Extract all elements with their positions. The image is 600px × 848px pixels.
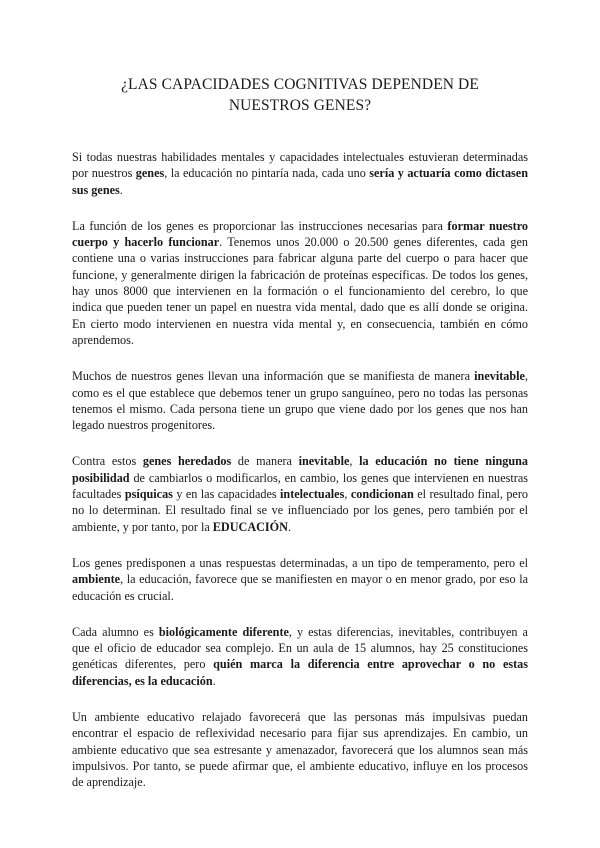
text-run: , como es el que establece que debemos tener un grupo sanguíneo, pero no todas las personas tenemos el mismo. Cada persona tiene un grupo que viene dado por los genes que nos han legado nuestros progenitores.	[72, 369, 528, 433]
text-run: , la educación no pintaría nada, cada uno	[164, 166, 370, 181]
text-run: La función de los genes es proporcionar las instrucciones necesarias para	[72, 218, 448, 233]
bold-text-run: formar nuestro cuerpo y hacerlo funcionar	[72, 218, 529, 250]
text-run: Los genes predisponen a unas respuestas determinadas, a un tipo de temperamento, pero el	[72, 555, 528, 570]
bold-text-run: quién marca la diferencia entre aprovechar o no estas diferencias, es la educación	[72, 657, 529, 688]
text-run: Si todas nuestras habilidades mentales y capacidades intelectuales estuvieran determinadas por nuestros	[72, 150, 528, 181]
bold-text-run: genes	[135, 166, 165, 181]
paragraph	[72, 555, 528, 604]
bold-text-run: condicionan	[350, 487, 414, 502]
paragraph	[72, 453, 528, 534]
text-run: Contra estos	[72, 454, 143, 469]
bold-text-run: genes heredados	[142, 454, 232, 469]
bold-text-run: inevitable	[298, 454, 350, 469]
bold-text-run: intelectuales	[280, 487, 345, 502]
text-run: .	[287, 519, 292, 534]
document-body	[72, 149, 528, 791]
text-run: Muchos de nuestros genes llevan una información que se manifiesta de manera	[72, 369, 475, 384]
paragraph	[72, 709, 528, 790]
paragraph	[72, 624, 528, 689]
bold-text-run: psíquicas	[124, 487, 173, 502]
text-run: .	[119, 182, 123, 197]
text-run: de manera	[231, 454, 299, 469]
title-line-2: NUESTROS GENES?	[228, 97, 372, 114]
paragraph	[72, 368, 528, 433]
bold-text-run: sería y actuaría como dictasen sus genes	[72, 166, 528, 197]
bold-text-run: biológicamente diferente	[158, 624, 289, 639]
text-run: ,	[344, 487, 351, 502]
text-run: el resultado final, pero no lo determinan. El resultado final se ve influenciado por los genes, pero también por el ambiente, y por tanto, por la	[72, 487, 528, 534]
document-title	[72, 74, 528, 116]
document-page	[72, 74, 528, 811]
text-run: de cambiarlos o modificarlos, en cambio, los genes que intervienen en nuestras facultades	[72, 470, 528, 502]
bold-text-run: ambiente	[72, 572, 121, 587]
text-run: , la educación, favorece que se manifiesten en mayor o en menor grado, por eso la educación es crucial.	[72, 572, 528, 603]
bold-text-run: la educación no tiene ninguna posibilidad	[72, 454, 528, 485]
paragraph	[72, 149, 528, 198]
bold-text-run: inevitable	[474, 369, 525, 384]
text-run: ,	[349, 454, 360, 469]
text-run: Cada alumno es	[72, 624, 159, 639]
text-run: Un ambiente educativo relajado favorecerá que las personas más impulsivas puedan encontrar el espacio de reflexividad necesario para fijar sus aprendizajes. En cambio, un ambiente educativo que sea estresante y amenazador, favorecerá que los alumnos sean más impulsivos. Por tanto, se puede afirmar que, el ambiente educativo, influye en los procesos de aprendizaje.	[72, 710, 528, 790]
bold-text-run: EDUCACIÓN	[212, 519, 288, 534]
text-run: , y estas diferencias, inevitables, contribuyen a que el oficio de educador sea complejo. En un aula de 15 alumnos, hay 25 constituciones genéticas diferentes, pero	[72, 624, 528, 672]
text-run: . Tenemos unos 20.000 o 20.500 genes diferentes, cada gen contiene una o varias instrucciones para fabricar alguna parte del cuerpo o para hacer que funcione, y generalmente dirigen la fabricación de proteínas específicas. De todos los genes, hay unos 8000 que intervienen en la formación o el funcionamiento del cerebro, lo que indica que pueden tener un papel en nuestra vida mental, dado que es allí donde se origina. En cierto modo intervienen en nuestra vida mental y, en consecuencia, también en cómo aprendemos.	[72, 235, 529, 347]
paragraph	[72, 218, 528, 348]
title-line-1: ¿LAS CAPACIDADES COGNITIVAS DEPENDEN DE	[121, 76, 479, 93]
text-run: .	[212, 673, 216, 688]
text-run: y en las capacidades	[172, 487, 281, 502]
